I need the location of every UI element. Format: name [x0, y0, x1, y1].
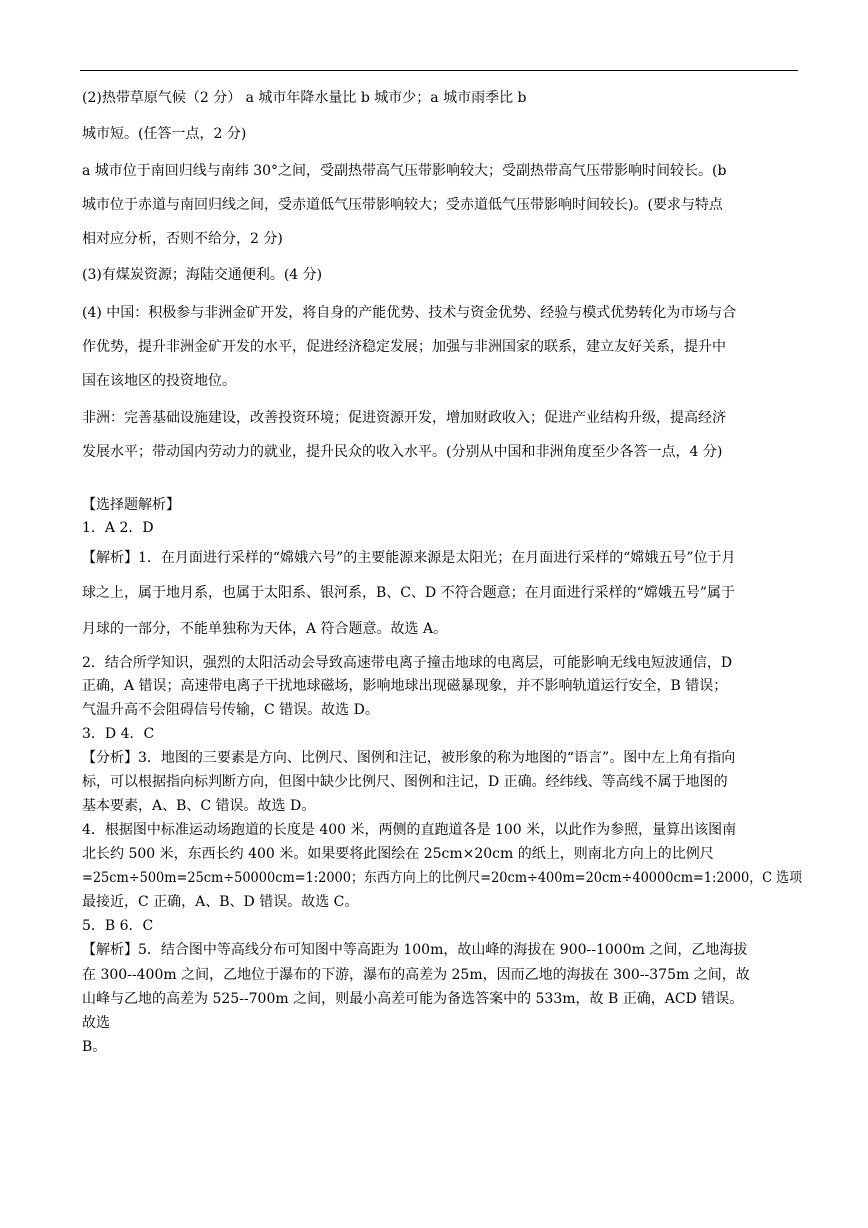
- answer-4-line-2: 作优势，提升非洲金矿开发的水平，促进经济稳定发展；加强与非洲国家的联系，建立友好关系，提升中: [82, 339, 726, 355]
- answer-2-line-1: (2)热带草原气候（2 分） a 城市年降水量比 b 城市少；a 城市雨季比 b: [82, 90, 527, 106]
- answers-5-6: 5．B 6．C: [82, 918, 154, 934]
- answer-2-line-5: 相对应分析，否则不给分，2 分): [82, 231, 283, 247]
- analysis-5-line-1: 【解析】5．结合图中等高线分布可知图中等高距为 100m，故山峰的海拔在 900--1000m 之间，乙地海拔: [82, 942, 748, 958]
- analysis-2-line-3: 气温升高不会阻碍信号传输，C 错误。故选 D。: [82, 702, 379, 718]
- analysis-1-line-1: 【解析】1．在月面进行采样的“嫦娥六号”的主要能源来源是太阳光；在月面进行采样的“嫦娥五号”位于月: [82, 550, 736, 566]
- analysis-1-line-2: 球之上，属于地月系，也属于太阳系、银河系，B、C、D 不符合题意；在月面进行采样的“嫦娥五号”属于: [82, 585, 735, 601]
- analysis-5-line-2: 在 300--400m 之间，乙地位于瀑布的下游，瀑布的高差为 25m，因而乙地的海拔在 300--375m 之间，故: [82, 967, 750, 983]
- header-rule: [80, 70, 798, 71]
- answer-2-line-3: a 城市位于南回归线与南纬 30°之间，受副热带高气压带影响较大；受副热带高气压带影响时间较长。(b: [82, 163, 727, 179]
- answer-4-line-4: 非洲：完善基础设施建设，改善投资环境；促进资源开发，增加财政收入；促进产业结构升级，提高经济: [82, 410, 726, 426]
- analysis-3-line-2: 标，可以根据指向标判断方向，但图中缺少比例尺、图例和注记，D 正确。经纬线、等高线不属于地图的: [82, 774, 728, 790]
- analysis-4-line-3: =25cm÷500m=25cm÷50000cm=1:2000；东西方向上的比例尺=20cm÷400m=20cm÷40000cm=1:2000，C 选项: [82, 870, 803, 886]
- analysis-3-line-3: 基本要素，A、B、C 错误。故选 D。: [82, 798, 316, 814]
- analysis-3-line-1: 【分析】3．地图的三要素是方向、比例尺、图例和注记，被形象的称为地图的“语言”。图中左上角有指向: [82, 750, 736, 766]
- analysis-5-line-3: 山峰与乙地的高差为 525--700m 之间，则最小高差可能为备选答案中的 533m，故 B 正确，ACD 错误。: [82, 991, 744, 1007]
- answers-3-4: 3．D 4．C: [82, 726, 155, 742]
- answer-4-line-1: (4) 中国：积极参与非洲金矿开发，将自身的产能优势、技术与资金优势、经验与模式优势转化为市场与合: [82, 305, 737, 321]
- answers-1-2: 1．A 2．D: [82, 520, 154, 536]
- analysis-1-line-3: 月球的一部分，不能单独称为天体，A 符合题意。故选 A。: [82, 621, 448, 637]
- analysis-4-line-1: 4．根据图中标准运动场跑道的长度是 400 米，两侧的直跑道各是 100 米，以此作为参照，量算出该图南: [82, 822, 737, 838]
- analysis-4-line-2: 北长约 500 米，东西长约 400 米。如果要将此图绘在 25cm×20cm 的纸上，则南北方向上的比例尺: [82, 846, 714, 862]
- analysis-2-line-1: 2．结合所学知识，强烈的太阳活动会导致高速带电离子撞击地球的电离层，可能影响无线电短波通信，D: [82, 655, 733, 671]
- answer-2-line-4: 城市位于赤道与南回归线之间，受赤道低气压带影响较大；受赤道低气压带影响时间较长)。(要求与特点: [82, 197, 723, 213]
- analysis-5-line-5: B。: [82, 1039, 107, 1055]
- analysis-5-line-4: 故选: [82, 1015, 110, 1031]
- analysis-heading: 【选择题解析】: [82, 497, 180, 513]
- answer-2-line-2: 城市短。(任答一点，2 分): [82, 126, 247, 142]
- answer-3-line-1: (3)有煤炭资源；海陆交通便利。(4 分): [82, 267, 323, 283]
- answer-4-line-3: 国在该地区的投资地位。: [82, 373, 236, 389]
- analysis-2-line-2: 正确，A 错误；高速带电离子干扰地球磁场，影响地球出现磁暴现象，并不影响轨道运行安全，B 错误；: [82, 678, 728, 694]
- answer-4-line-5: 发展水平；带动国内劳动力的就业，提升民众的收入水平。(分别从中国和非洲角度至少各答一点，4 分): [82, 444, 723, 460]
- analysis-4-line-4: 最接近，C 正确，A、B、D 错误。故选 C。: [82, 894, 359, 910]
